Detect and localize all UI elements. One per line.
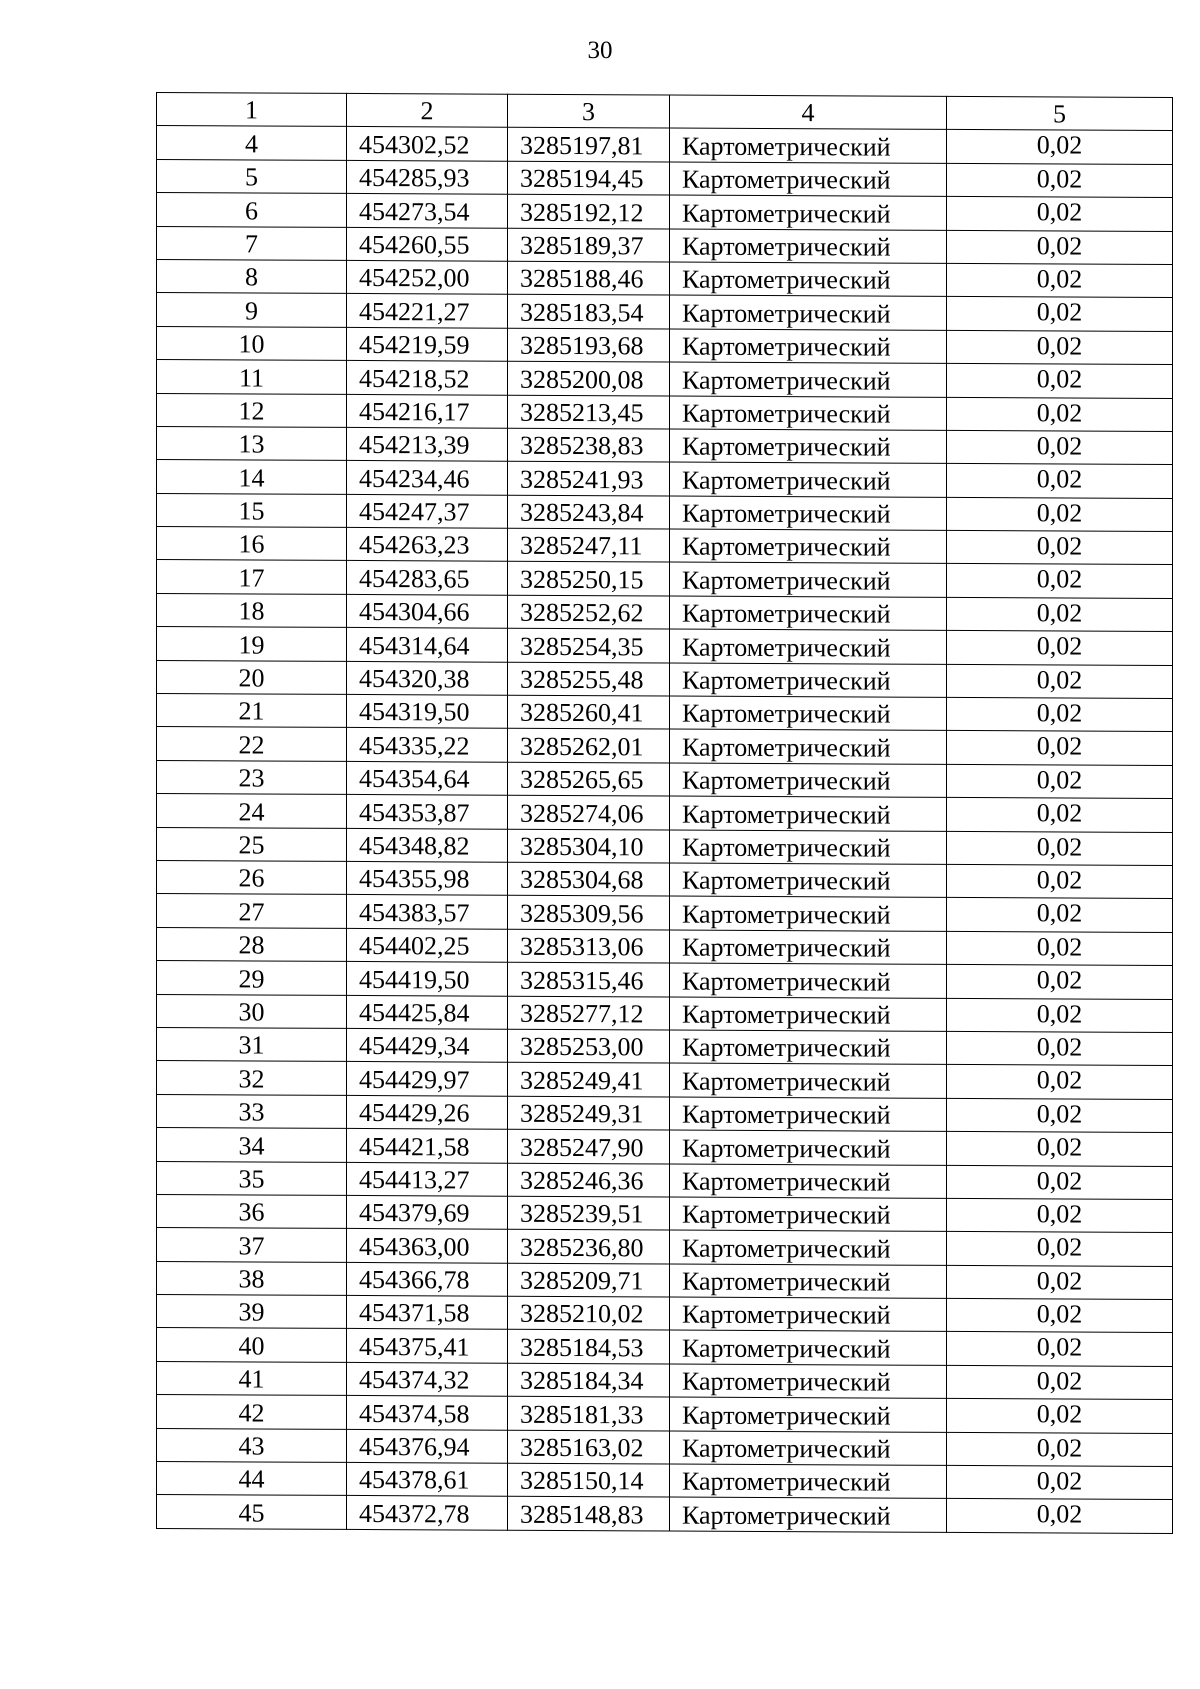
- cell-point-number: 18: [157, 593, 347, 627]
- cell-error: 0,02: [947, 430, 1173, 464]
- table-row: [157, 1061, 1173, 1099]
- cell-point-number: 19: [157, 627, 347, 661]
- table-row: [157, 794, 1173, 832]
- cell-point-number: 44: [157, 1462, 347, 1496]
- cell-y: 3285184,53: [508, 1330, 670, 1364]
- cell-point-number: 32: [157, 1061, 347, 1095]
- cell-x: 454375,41: [347, 1329, 508, 1363]
- cell-point-number: 26: [157, 860, 347, 894]
- cell-x: 454355,98: [347, 861, 508, 895]
- cell-error: 0,02: [947, 731, 1173, 765]
- cell-point-number: 37: [157, 1228, 347, 1262]
- cell-error: 0,02: [947, 1098, 1173, 1132]
- cell-method: Картометрический: [670, 329, 947, 364]
- table-body: [157, 126, 1173, 1533]
- cell-point-number: 11: [157, 360, 347, 394]
- cell-point-number: 33: [157, 1094, 347, 1128]
- cell-error: 0,02: [947, 1298, 1173, 1332]
- cell-method: Картометрический: [670, 1130, 947, 1165]
- cell-y: 3285188,46: [508, 261, 670, 295]
- cell-method: Картометрический: [670, 1431, 947, 1466]
- cell-x: 454221,27: [347, 294, 508, 328]
- cell-point-number: 25: [157, 827, 347, 861]
- cell-y: 3285163,02: [508, 1430, 670, 1464]
- cell-method: Картометрический: [670, 729, 947, 764]
- cell-method: Картометрический: [670, 1097, 947, 1132]
- cell-point-number: 7: [157, 226, 347, 260]
- cell-x: 454314,64: [347, 628, 508, 662]
- cell-point-number: 15: [157, 493, 347, 527]
- table-row: [157, 193, 1173, 231]
- cell-error: 0,02: [947, 1432, 1173, 1466]
- cell-x: 454234,46: [347, 461, 508, 495]
- cell-method: Картометрический: [670, 963, 947, 998]
- cell-error: 0,02: [947, 197, 1173, 231]
- table-row: [157, 1027, 1173, 1065]
- cell-error: 0,02: [947, 764, 1173, 798]
- cell-method: Картометрический: [670, 1330, 947, 1365]
- cell-method: Картометрический: [670, 896, 947, 931]
- header-cell-point-number: 1: [157, 93, 347, 127]
- cell-y: 3285260,41: [508, 695, 670, 729]
- cell-point-number: 23: [157, 760, 347, 794]
- cell-x: 454218,52: [347, 361, 508, 395]
- cell-error: 0,02: [947, 664, 1173, 698]
- cell-point-number: 35: [157, 1161, 347, 1195]
- table-row: [157, 660, 1173, 698]
- cell-point-number: 28: [157, 927, 347, 961]
- cell-point-number: 16: [157, 527, 347, 561]
- cell-y: 3285304,68: [508, 862, 670, 896]
- cell-method: Картометрический: [670, 529, 947, 564]
- cell-error: 0,02: [947, 530, 1173, 564]
- cell-error: 0,02: [947, 1499, 1173, 1533]
- table-row: [157, 894, 1173, 932]
- cell-x: 454363,00: [347, 1229, 508, 1263]
- cell-y: 3285193,68: [508, 328, 670, 362]
- table-row: [157, 1295, 1173, 1333]
- table-row: [157, 1161, 1173, 1199]
- cell-error: 0,02: [947, 831, 1173, 865]
- cell-error: 0,02: [947, 1165, 1173, 1199]
- cell-point-number: 41: [157, 1361, 347, 1395]
- cell-y: 3285183,54: [508, 295, 670, 329]
- cell-point-number: 13: [157, 426, 347, 460]
- cell-method: Картометрический: [670, 1230, 947, 1265]
- table-row: [157, 393, 1173, 431]
- cell-point-number: 29: [157, 961, 347, 995]
- page-number: 30: [587, 37, 613, 64]
- cell-x: 454216,17: [347, 394, 508, 428]
- cell-y: 3285184,34: [508, 1363, 670, 1397]
- cell-y: 3285150,14: [508, 1463, 670, 1497]
- table-row: [157, 226, 1173, 264]
- cell-method: Картометрический: [670, 930, 947, 965]
- cell-y: 3285148,83: [508, 1497, 670, 1531]
- table-row: [157, 961, 1173, 999]
- cell-method: Картометрический: [670, 663, 947, 698]
- table-row: [157, 560, 1173, 598]
- cell-error: 0,02: [947, 1399, 1173, 1433]
- cell-error: 0,02: [947, 1232, 1173, 1266]
- cell-x: 454379,69: [347, 1195, 508, 1229]
- cell-y: 3285194,45: [508, 161, 670, 195]
- table-row: [157, 126, 1173, 164]
- cell-error: 0,02: [947, 1131, 1173, 1165]
- cell-x: 454348,82: [347, 828, 508, 862]
- cell-error: 0,02: [947, 1198, 1173, 1232]
- table-row: [157, 627, 1173, 665]
- table-row: [157, 860, 1173, 898]
- cell-x: 454319,50: [347, 694, 508, 728]
- cell-method: Картометрический: [670, 997, 947, 1032]
- cell-method: Картометрический: [670, 1030, 947, 1065]
- cell-x: 454260,55: [347, 227, 508, 261]
- cell-y: 3285277,12: [508, 996, 670, 1030]
- cell-point-number: 8: [157, 259, 347, 293]
- cell-x: 454335,22: [347, 728, 508, 762]
- cell-error: 0,02: [947, 631, 1173, 665]
- cell-method: Картометрический: [670, 396, 947, 431]
- header-cell-x: 2: [347, 93, 508, 127]
- cell-point-number: 43: [157, 1428, 347, 1462]
- table-row: [157, 727, 1173, 765]
- cell-y: 3285247,11: [508, 528, 670, 562]
- cell-x: 454304,66: [347, 594, 508, 628]
- cell-error: 0,02: [947, 130, 1173, 164]
- cell-point-number: 6: [157, 193, 347, 227]
- cell-method: Картометрический: [670, 1497, 947, 1532]
- cell-y: 3285253,00: [508, 1029, 670, 1063]
- header-row: [157, 93, 1173, 131]
- header-cell-method: 4: [670, 95, 947, 130]
- cell-method: Картометрический: [670, 1364, 947, 1399]
- cell-point-number: 24: [157, 794, 347, 828]
- table-row: [157, 694, 1173, 732]
- cell-y: 3285262,01: [508, 729, 670, 763]
- table-row: [157, 159, 1173, 197]
- cell-method: Картометрический: [670, 362, 947, 397]
- cell-y: 3285189,37: [508, 228, 670, 262]
- cell-y: 3285274,06: [508, 795, 670, 829]
- cell-error: 0,02: [947, 230, 1173, 264]
- cell-y: 3285209,71: [508, 1263, 670, 1297]
- cell-x: 454219,59: [347, 327, 508, 361]
- table-row: [157, 1495, 1173, 1533]
- cell-y: 3285250,15: [508, 562, 670, 596]
- cell-point-number: 14: [157, 460, 347, 494]
- cell-y: 3285247,90: [508, 1129, 670, 1163]
- header-cell-y: 3: [508, 94, 670, 128]
- cell-y: 3285238,83: [508, 428, 670, 462]
- cell-y: 3285254,35: [508, 628, 670, 662]
- table-row: [157, 927, 1173, 965]
- cell-x: 454273,54: [347, 194, 508, 228]
- cell-error: 0,02: [947, 163, 1173, 197]
- cell-method: Картометрический: [670, 562, 947, 597]
- table-row: [157, 1261, 1173, 1299]
- cell-error: 0,02: [947, 263, 1173, 297]
- cell-method: Картометрический: [670, 429, 947, 464]
- cell-y: 3285315,46: [508, 962, 670, 996]
- cell-error: 0,02: [947, 898, 1173, 932]
- header-cell-error: 5: [947, 96, 1173, 130]
- cell-x: 454429,97: [347, 1062, 508, 1096]
- table-row: [157, 460, 1173, 498]
- table-row: [157, 360, 1173, 398]
- cell-x: 454425,84: [347, 995, 508, 1029]
- cell-error: 0,02: [947, 1365, 1173, 1399]
- cell-point-number: 39: [157, 1295, 347, 1329]
- cell-x: 454366,78: [347, 1262, 508, 1296]
- cell-error: 0,02: [947, 297, 1173, 331]
- cell-y: 3285213,45: [508, 395, 670, 429]
- cell-error: 0,02: [947, 931, 1173, 965]
- table-row: [157, 1328, 1173, 1366]
- cell-method: Картометрический: [670, 596, 947, 631]
- cell-x: 454402,25: [347, 928, 508, 962]
- cell-error: 0,02: [947, 464, 1173, 498]
- cell-y: 3285246,36: [508, 1163, 670, 1197]
- cell-method: Картометрический: [670, 1063, 947, 1098]
- cell-method: Картометрический: [670, 462, 947, 497]
- cell-y: 3285313,06: [508, 929, 670, 963]
- cell-method: Картометрический: [670, 229, 947, 264]
- table-row: [157, 760, 1173, 798]
- cell-error: 0,02: [947, 597, 1173, 631]
- cell-error: 0,02: [947, 798, 1173, 832]
- cell-point-number: 10: [157, 326, 347, 360]
- cell-y: 3285200,08: [508, 361, 670, 395]
- cell-method: Картометрический: [670, 763, 947, 798]
- table-row: [157, 1462, 1173, 1500]
- cell-error: 0,02: [947, 1465, 1173, 1499]
- cell-error: 0,02: [947, 965, 1173, 999]
- cell-x: 454429,34: [347, 1028, 508, 1062]
- cell-error: 0,02: [947, 998, 1173, 1032]
- cell-error: 0,02: [947, 397, 1173, 431]
- cell-x: 454419,50: [347, 962, 508, 996]
- cell-x: 454247,37: [347, 494, 508, 528]
- cell-x: 454252,00: [347, 260, 508, 294]
- cell-point-number: 36: [157, 1194, 347, 1228]
- table-row: [157, 426, 1173, 464]
- table-row: [157, 493, 1173, 531]
- cell-y: 3285265,65: [508, 762, 670, 796]
- cell-method: Картометрический: [670, 1397, 947, 1432]
- cell-error: 0,02: [947, 564, 1173, 598]
- table-row: [157, 593, 1173, 631]
- cell-point-number: 27: [157, 894, 347, 928]
- cell-method: Картометрический: [670, 830, 947, 865]
- cell-error: 0,02: [947, 330, 1173, 364]
- cell-y: 3285309,56: [508, 896, 670, 930]
- cell-x: 454413,27: [347, 1162, 508, 1196]
- cell-error: 0,02: [947, 1332, 1173, 1366]
- table-row: [157, 1094, 1173, 1132]
- table-row: [157, 1395, 1173, 1433]
- cell-point-number: 34: [157, 1128, 347, 1162]
- cell-y: 3285210,02: [508, 1296, 670, 1330]
- cell-point-number: 21: [157, 694, 347, 728]
- cell-x: 454353,87: [347, 795, 508, 829]
- table-row: [157, 1428, 1173, 1466]
- table-row: [157, 326, 1173, 364]
- cell-y: 3285197,81: [508, 128, 670, 162]
- cell-y: 3285241,93: [508, 462, 670, 496]
- cell-point-number: 40: [157, 1328, 347, 1362]
- cell-method: Картометрический: [670, 796, 947, 831]
- cell-point-number: 22: [157, 727, 347, 761]
- cell-y: 3285249,31: [508, 1096, 670, 1130]
- cell-y: 3285249,41: [508, 1063, 670, 1097]
- cell-point-number: 5: [157, 159, 347, 193]
- cell-error: 0,02: [947, 864, 1173, 898]
- cell-x: 454429,26: [347, 1095, 508, 1129]
- cell-x: 454378,61: [347, 1462, 508, 1496]
- cell-point-number: 30: [157, 994, 347, 1028]
- cell-x: 454383,57: [347, 895, 508, 929]
- cell-error: 0,02: [947, 697, 1173, 731]
- cell-x: 454372,78: [347, 1496, 508, 1530]
- cell-method: Картометрический: [670, 496, 947, 531]
- cell-method: Картометрический: [670, 295, 947, 330]
- coordinates-table: [156, 92, 1173, 1534]
- table-row: [157, 527, 1173, 565]
- cell-error: 0,02: [947, 1065, 1173, 1099]
- table-row: [157, 1194, 1173, 1232]
- cell-y: 3285252,62: [508, 595, 670, 629]
- table-row: [157, 827, 1173, 865]
- cell-x: 454320,38: [347, 661, 508, 695]
- cell-x: 454374,58: [347, 1396, 508, 1430]
- cell-point-number: 31: [157, 1027, 347, 1061]
- cell-method: Картометрический: [670, 1264, 947, 1299]
- cell-x: 454376,94: [347, 1429, 508, 1463]
- cell-point-number: 17: [157, 560, 347, 594]
- cell-point-number: 4: [157, 126, 347, 160]
- cell-x: 454283,65: [347, 561, 508, 595]
- cell-method: Картометрический: [670, 262, 947, 297]
- table-row: [157, 1228, 1173, 1266]
- table-row: [157, 293, 1173, 331]
- cell-x: 454285,93: [347, 160, 508, 194]
- cell-method: Картометрический: [670, 863, 947, 898]
- table-row: [157, 1361, 1173, 1399]
- cell-x: 454213,39: [347, 427, 508, 461]
- cell-x: 454371,58: [347, 1295, 508, 1329]
- cell-x: 454263,23: [347, 528, 508, 562]
- cell-point-number: 9: [157, 293, 347, 327]
- cell-method: Картометрический: [670, 1164, 947, 1199]
- cell-method: Картометрический: [670, 1197, 947, 1232]
- cell-y: 3285239,51: [508, 1196, 670, 1230]
- cell-point-number: 12: [157, 393, 347, 427]
- cell-y: 3285192,12: [508, 194, 670, 228]
- cell-error: 0,02: [947, 1031, 1173, 1065]
- cell-y: 3285243,84: [508, 495, 670, 529]
- cell-y: 3285181,33: [508, 1396, 670, 1430]
- cell-x: 454354,64: [347, 761, 508, 795]
- cell-x: 454374,32: [347, 1362, 508, 1396]
- cell-method: Картометрический: [670, 1297, 947, 1332]
- table-row: [157, 259, 1173, 297]
- cell-x: 454302,52: [347, 127, 508, 161]
- cell-error: 0,02: [947, 497, 1173, 531]
- table-header: [157, 93, 1173, 131]
- cell-y: 3285255,48: [508, 662, 670, 696]
- cell-error: 0,02: [947, 1265, 1173, 1299]
- cell-method: Картометрический: [670, 162, 947, 197]
- cell-method: Картометрический: [670, 629, 947, 664]
- cell-method: Картометрический: [670, 1464, 947, 1499]
- cell-method: Картометрический: [670, 195, 947, 230]
- table-row: [157, 994, 1173, 1032]
- cell-point-number: 45: [157, 1495, 347, 1529]
- cell-method: Картометрический: [670, 128, 947, 163]
- table-row: [157, 1128, 1173, 1166]
- cell-x: 454421,58: [347, 1129, 508, 1163]
- cell-point-number: 20: [157, 660, 347, 694]
- cell-point-number: 38: [157, 1261, 347, 1295]
- cell-point-number: 42: [157, 1395, 347, 1429]
- cell-method: Картометрический: [670, 696, 947, 731]
- cell-error: 0,02: [947, 363, 1173, 397]
- cell-y: 3285236,80: [508, 1229, 670, 1263]
- cell-y: 3285304,10: [508, 829, 670, 863]
